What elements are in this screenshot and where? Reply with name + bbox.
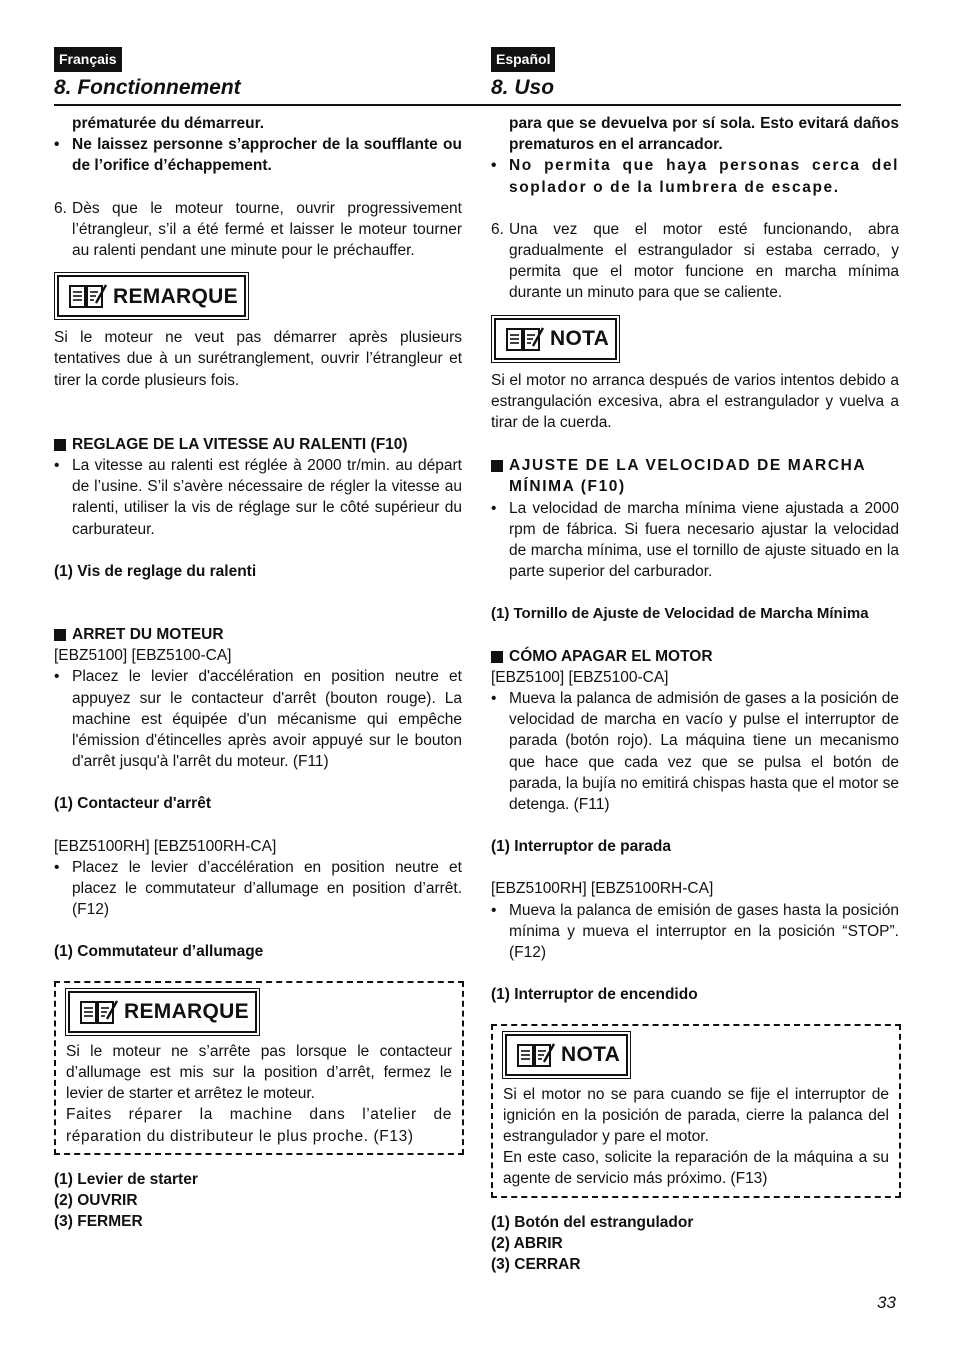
square-bullet-icon [491, 651, 503, 663]
notebook-icon [69, 283, 107, 309]
note-text-2a-es: Si el motor no se para cuando se fije el interruptor de ignición en la posición de parada, cierre la palanca del estrangulador y pare el motor. [503, 1085, 889, 1145]
bullet-text: La velocidad de marcha mínima viene ajustada a 2000 rpm de fábrica. Si fuera necesario ajustar la velocidad de marcha mínima, use el tornillo de ajuste situado en la parte superior del carburador. [509, 499, 899, 581]
header-rule [54, 104, 901, 106]
bullet-stop-1-fr: • Placez le levier d'accélération en position neutre et appuyez sur le contacteur d'arrêt (bouton rouge). La machine est équipée d'un mécanisme qui empêche l'émission d'étincelles après avoir appuyé sur le bouton d'arrêt jusqu'à l'arrêt du moteur. (F11) [54, 668, 462, 771]
section-title-fr: 8. Fonctionnement [54, 76, 241, 99]
heading-text: REGLAGE DE LA VITESSE AU RALENTI (F10) [72, 435, 408, 453]
caption-idle-fr: (1) Vis de reglage du ralenti [54, 562, 257, 580]
bullet-stop-1-es: • Mueva la palanca de admisión de gases a la posición de velocidad de marcha en vacío y pulse el interruptor de parada (botón rojo). La máquina tiene un mecanismo que hace que cada vez que se pulsa el botón de parada, la bujía no emitirá chispas hasta que el motor se detenga. (F11) [491, 690, 899, 814]
caption-stop-2-es: (1) Interruptor de encendido [491, 986, 698, 1004]
bullet-stop-2-es: • Mueva la palanca de emisión de gases hasta la posición mínima y mueva el interruptor en la posición “STOP”. (F12) [491, 901, 899, 962]
note-box-2-es [505, 1034, 628, 1076]
bullet-text: La vitesse au ralenti est réglée à 2000 tr/min. au départ de l’usine. S’il s’avère nécessaire de régler la vitesse au ralenti, utiliser la vis de réglage sur le côté supérieur du carburateur. [72, 457, 462, 538]
heading-text: CÓMO APAGAR EL MOTOR [509, 647, 713, 665]
caption-stop-1-fr: (1) Contacteur d'arrêt [54, 795, 211, 813]
note-panel-2-fr [54, 981, 464, 1155]
bullet-no-people-fr: • Ne laissez personne s’approcher de la soufflante ou de l’orifice d’échappement. [54, 136, 462, 175]
caption-stop-1-es: (1) Interruptor de parada [491, 838, 671, 856]
heading-idle-fr [54, 434, 462, 455]
step-6-fr [54, 198, 462, 262]
note-box-1-fr [57, 275, 246, 317]
bullet-text: Placez le levier d’accélération en position neutre et placez le commutateur d’allumage en position d’arrêt. (F12) [72, 858, 462, 919]
square-bullet-icon [54, 439, 66, 451]
caption-open-es: (2) ABRIR [491, 1234, 563, 1252]
bullet-idle-fr: • La vitesse au ralenti est réglée à 2000 tr/min. au départ de l’usine. S’il s’avère nécessaire de régler la vitesse au ralenti, utiliser la vis de réglage sur le côté supérieur du carburateur. [54, 457, 462, 538]
step-number: 6. [54, 199, 67, 217]
notebook-icon [80, 999, 118, 1025]
notebook-icon [517, 1042, 555, 1068]
note-text-2a-fr: Si le moteur ne s’arrête pas lorsque le contacteur d’allumage est mis sur la position d’arrêt, fermez le levier de starter et arrêtez le moteur. [66, 1042, 452, 1103]
note-panel-2-es [491, 1024, 901, 1198]
text-cont-fr: prématurée du démarreur. [72, 115, 265, 132]
heading-text: AJUSTE DE LA VELOCIDAD DE MARCHA MÍNIMA (F10) [509, 457, 866, 496]
model-2-fr: [EBZ5100RH] [EBZ5100RH-CA] [54, 837, 277, 855]
square-bullet-icon [491, 460, 503, 472]
note-box-2-fr [68, 991, 257, 1033]
caption-open-fr: (2) OUVRIR [54, 1191, 138, 1209]
notebook-icon [506, 326, 544, 352]
model-2-es: [EBZ5100RH] [EBZ5100RH-CA] [491, 880, 714, 898]
note-label: REMARQUE [113, 284, 238, 308]
caption-idle-es: (1) Tornillo de Ajuste de Velocidad de Marcha Mínima [491, 605, 869, 623]
column-es [491, 113, 899, 1275]
step-number: 6. [491, 220, 504, 238]
heading-idle-es [491, 455, 899, 497]
bullet-text: No permita que haya personas cerca del soplador o de la lumbrera de escape. [509, 157, 899, 196]
heading-stop-es [491, 646, 899, 667]
caption-close-fr: (3) FERMER [54, 1213, 143, 1231]
model-1-fr: [EBZ5100] [EBZ5100-CA] [54, 647, 232, 665]
square-bullet-icon [54, 629, 66, 641]
lang-badge-es: Español [491, 47, 555, 72]
caption-close-es: (3) CERRAR [491, 1255, 581, 1273]
bullet-text: Mueva la palanca de emisión de gases hasta la posición mínima y mueva el interruptor en la posición “STOP”. (F12) [509, 901, 899, 962]
step-6-es [491, 219, 899, 304]
note-text-2b-es: En este caso, solicite la reparación de la máquina a su agente de servicio más próximo. (F13) [503, 1149, 889, 1188]
caption-starter-fr: (1) Levier de starter [54, 1170, 198, 1188]
model-1-es: [EBZ5100] [EBZ5100-CA] [491, 668, 669, 686]
bullet-text: Placez le levier d'accélération en position neutre et appuyez sur le contacteur d'arrêt (bouton rouge). La machine est équipée d'un mécanisme qui empêche l'émission d'étincelles après avoir appuyé sur le bouton d'arrêt jusqu'à l'arrêt du moteur. (F11) [72, 668, 462, 771]
note-box-1-es [494, 318, 617, 360]
lang-badge-fr: Français [54, 47, 122, 72]
page-number: 33 [877, 1293, 896, 1312]
note-text-1-fr: Si le moteur ne veut pas démarrer après plusieurs tentatives due à un surétranglement, ouvrir l’étrangleur et tirer la corde plusieurs fois. [54, 329, 462, 389]
bullet-text: Ne laissez personne s’approcher de la soufflante ou de l’orifice d’échappement. [72, 136, 462, 175]
bullet-stop-2-fr: • Placez le levier d’accélération en position neutre et placez le commutateur d’allumage en position d’arrêt. (F12) [54, 858, 462, 919]
heading-text: ARRET DU MOTEUR [72, 626, 224, 644]
text-cont-es: para que se devuelva por sí sola. Esto evitará daños prematuros en el arrancador. [509, 115, 899, 154]
step-text: Una vez que el motor esté funcionando, abra gradualmente el estrangulador si estaba cerrado, y permita que el motor funcione en marcha mínima durante un minuto para que se caliente. [509, 220, 899, 302]
note-label: NOTA [561, 1042, 621, 1066]
caption-stop-2-fr: (1) Commutateur d’allumage [54, 943, 264, 961]
section-title-es: 8. Uso [491, 76, 555, 99]
caption-choke-es: (1) Botón del estrangulador [491, 1213, 694, 1231]
step-text: Dès que le moteur tourne, ouvrir progressivement l’étrangleur, s’il a été fermé et laisser le moteur tourner au ralenti pendant une minute pour le préchauffer. [72, 199, 462, 260]
column-fr [54, 113, 462, 1232]
heading-stop-fr [54, 624, 462, 645]
note-text-1-es: Si el motor no arranca después de varios intentos debido a estrangulación excesiva, abra el estrangulador y vuelva a tirar de la cuerda. [491, 371, 899, 432]
bullet-idle-es: • La velocidad de marcha mínima viene ajustada a 2000 rpm de fábrica. Si fuera necesario ajustar la velocidad de marcha mínima, use el tornillo de ajuste situado en la parte superior del carburador. [491, 499, 899, 581]
note-label: REMARQUE [124, 1000, 249, 1024]
bullet-text: Mueva la palanca de admisión de gases a la posición de velocidad de marcha en vacío y pulse el interruptor de parada (botón rojo). La máquina tiene un mecanismo que hace que cada vez que se pulsa el botón de parada, la bujía no emitirá chispas hasta que el motor se detenga. (F11) [509, 690, 899, 814]
note-label: NOTA [550, 327, 610, 351]
bullet-no-people-es: • No permita que haya personas cerca del soplador o de la lumbrera de escape. [491, 157, 899, 196]
note-text-2b-fr: Faites réparer la machine dans l’atelier de réparation du distributeur le plus proche. (F13) [66, 1106, 452, 1145]
